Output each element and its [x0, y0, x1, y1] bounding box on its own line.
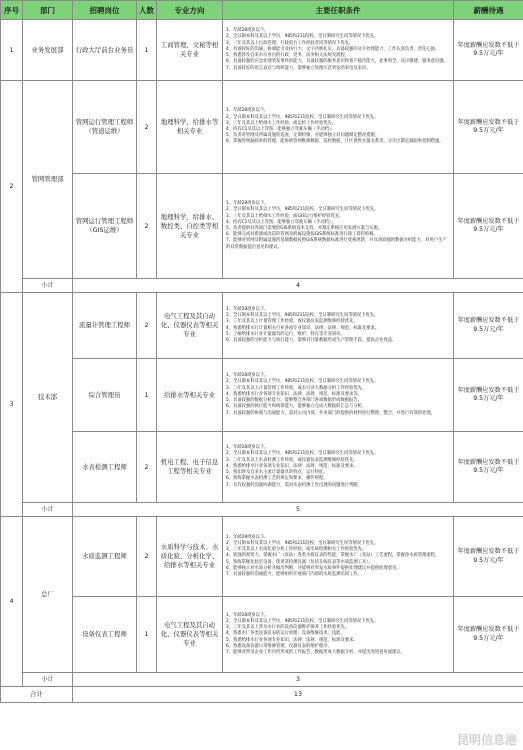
dept-no: 2: [1, 81, 23, 293]
position-count: 1: [137, 359, 157, 432]
dept-no: 4: [1, 517, 23, 687]
position-requirements: 1、年龄28周岁以下。 2、全日制本科及其以上学历，985和211院校、全日制研究生同等情况下优先。 3、三年及其以上计量管理工作经验，或仪器仪表监测维修经验优先。 4、熟悉给排水行计量相关行业各项专业知识、法律、法规、规范、标准及要求。 5、了解给排水行业计量器具的运行、维护、特点等专业知识。 6、具备较强的分析能力与执行能力，能够对计量数据形成生产管理手段，提高企业效益。: [223, 293, 454, 359]
subtotal-label: 小计: [23, 503, 73, 517]
position-requirements: 1、年龄28周岁以下。 2、全日制本科及其以上学历，985和211院校、全日制研究生同等情况下优先。 3、三年及其以上计量管理工作经验，或水行业大数据分析工作经验优先。 4、熟悉给排水行业各项专业知识、法律、法规、规范、标准及要求等。 5、具备较强的数据分析能力，能够整合各部门各项数据形成数据报告。 6、具备较强的执行能力和统筹能力，能够独立完成大数据的汇总与分析。 7、具备较强的协调与沟通能力，需对公司内部，外来部门的提供的材料进行整理、整合，并进行有效的处理。: [223, 359, 454, 432]
position-title: 管网运行管理工程师（管道运维）: [73, 81, 137, 174]
position-major: 工商管理、文秘等相关专业: [157, 20, 223, 81]
header-row: [1, 1, 523, 20]
header-count: 人数: [137, 1, 157, 20]
position-requirements: 1、年龄28周岁以下。 2、全日制本科及其以上学历，985和211院校、全日制研究生同等情况下优先。 3、三年及其以上水质化验分析工作经验，或水质检测相关工作经验优先。 4、较强的观察力，掌握水厂（泵站）各类水质仪表的性能，掌握水厂（泵站）工艺流程，掌握净水质管理流程。 5、熟练掌握化验室设备，使用其检测仪器（包括在线仪表等水质监测工具）。 6、能够独立对水质分析并做出判断，并能够对突发水质事件提供处理建议并提供处理意见。 7、具备较强的沟通能力，能够组织开展部门内部的水质监测培训工作。: [223, 517, 454, 597]
position-requirements: 1、年龄28周岁以下。 2、全日制本科及其以上学历，985和211院校、全日制研究生同等情况下优先。 3、三年及其以上行政管理、行政前台工作经验者同等情况下优先。 4、具备较好的沟通、协调能力及执行力，文字功底扎实，具备较强的文字处理能力，工作认真负责，责任心强。 5、熟悉涉及自来水行业内的行政、党务、法务相关法规及流程。 6、具备较强的应急处理突发事件的能力，具备较强的服务意识和客户接待能力，处事周全、反应敏捷，服务意识强。 7、具备较好的语言表达与组织能力，能够独立处理应急突发的来电及来访。: [223, 20, 454, 81]
position-major: 机电工程、电子信息工程等相关专业: [157, 432, 223, 503]
position-count: 2: [137, 293, 157, 359]
position-count: 1: [137, 597, 157, 673]
dept-name: 技术部: [23, 293, 73, 503]
table-row: [1, 174, 523, 279]
position-pay: 年度薪酬应发数不低于9.5万元/年: [454, 359, 523, 432]
position-pay: 年度薪酬应发数不低于9.5万元/年: [454, 81, 523, 174]
position-pay: 年度薪酬应发数不低于9.5万元/年: [454, 517, 523, 597]
table-row: [1, 597, 523, 673]
subtotal-row: [1, 503, 523, 517]
position-title: 水质监测工程师: [73, 517, 137, 597]
subtotal-value: 4: [73, 279, 523, 293]
position-pay: 年度薪酬应发数不低于9.5万元/年: [454, 20, 523, 81]
header-requirements: 主要任职条件: [223, 1, 454, 20]
table-row: [1, 20, 523, 81]
position-pay: 年度薪酬应发数不低于9.5万元/年: [454, 597, 523, 673]
total-label: 合计: [1, 687, 73, 703]
position-major: 给排水等相关专业: [157, 359, 223, 432]
subtotal-value: 3: [73, 673, 523, 687]
position-count: 2: [137, 81, 157, 174]
header-major: 专业方向: [157, 1, 223, 20]
header-pay: 薪酬待遇: [454, 1, 523, 20]
position-pay: 年度薪酬应发数不低于9.5万元/年: [454, 174, 523, 279]
dept-name: 总厂: [23, 517, 73, 673]
position-requirements: 1、年龄28周岁以下。 2、全日制本科及其以上学历，985和211院校、全日制研究生同等情况下优先。 3、三年及其以上给排水工作经验，或GIS运行维护经验优先。 4、持有C1及其以上驾照，能够独立驾驶车辆（手动档）。 5、负责提供对各部门需要的GIS系统技术支持，并制定系统应用发展方案与实施。 6、能够完成对新建或改造的管网及附属设施按GIS系统标准进行竣工资料校核。 7、能够对管网及附属设施的基础数据按照GIS系统数据标准进行变核更新，并具备较强的数据分析能力，对用户生产的异常数据提出意见和建议。: [223, 174, 454, 279]
position-count: 2: [137, 517, 157, 597]
position-major: 电气工程及其自动化、仪器仪表等相关专业: [157, 597, 223, 673]
subtotal-label: 小计: [23, 673, 73, 687]
table-row: [1, 517, 523, 597]
subtotal-label: 小计: [23, 279, 73, 293]
position-major: 水质科学与技术、水质化验、分析化学、给排水等相关专业: [157, 517, 223, 597]
position-major: 电气工程及其自动化、仪器仪表等相关专业: [157, 293, 223, 359]
header-no: 序号: [1, 1, 23, 20]
dept-no: 3: [1, 293, 23, 517]
subtotal-row: [1, 279, 523, 293]
position-requirements: 1、年龄28周岁以下。 2、全日制本科及其以上学历，985和211院校、全日制研究生同等情况下优先。 3、三年及其以上给排水工作经验、或运检工作经验优先。 4、持有C1及其以上驾照，能够独立驾驶车辆（手动档）。 5、负责对管网及所属设施的巡查、定期检修，并能够独立对问题制定整改措施。 6、掌握管网漏损率的管理，能协助管网维修数据、巡检数据、片区供售水量关系等，分片区制定漏损率控制措施。: [223, 81, 454, 174]
subtotal-value: 5: [73, 503, 523, 517]
dept-name: 业务发展部: [23, 20, 73, 81]
subtotal-row: [1, 673, 523, 687]
position-title: 管网运行管理工程师（GIS运维）: [73, 174, 137, 279]
position-title: 行政大厅前台业务员: [73, 20, 137, 81]
total-value: 13: [73, 687, 523, 703]
total-row: [1, 687, 523, 703]
table-row: [1, 359, 523, 432]
table-row: [1, 293, 523, 359]
position-requirements: 1、年龄28周岁以下。 2、全日制本科及其以上学历，985和211院校、全日制研究生同等情况下优先。 3、三年及其以上涉及水行业的设备仪器维护保养工作经验优先。 4、熟悉水厂各类设备仪表的运行原理，设备维修技术，技能。 5、熟悉给排水行业各项专业知识、法律、法规、规范、标准及要求。 6、熟悉设备仪器日常维修管理，仪器仪表的维护程序。 7、能够对涉及企业工作内所形成的工作报告，数据形成大数据分析，并提出改进意见或建议。: [223, 597, 454, 673]
dept-name: 管网管理部: [23, 81, 73, 279]
position-pay: 年度薪酬应发数不低于9.5万元/年: [454, 432, 523, 503]
table-row: [1, 432, 523, 503]
header-dept: 部门: [23, 1, 73, 20]
dept-no: 1: [1, 20, 23, 81]
position-count: 2: [137, 432, 157, 503]
position-count: 1: [137, 20, 157, 81]
table-row: [1, 81, 523, 174]
position-title: 综合管理员: [73, 359, 137, 432]
position-pay: 年度薪酬应发数不低于9.5万元/年: [454, 293, 523, 359]
position-major: 地理科学、给排水、数控类、自控类等相关专业: [157, 174, 223, 279]
position-title: 流量计管理工程师: [73, 293, 137, 359]
position-major: 地理科学、给排水等相关专业: [157, 81, 223, 174]
watermark-logo: 昆明信息港: [456, 733, 517, 747]
position-title: 设备仪表工程师: [73, 597, 137, 673]
position-title: 水表检测工程师: [73, 432, 137, 503]
header-position: 招聘岗位: [73, 1, 137, 20]
position-requirements: 1、年龄28周岁以下。 2、全日制本科及其以上学历，985和211院校、全日制研究生同等情况下优先。 3、三年及其以上水表检测工作经验，或仪器仪表监测维修经验优先。 4、熟悉给排水行业各项专业知识、法律、法规、规范、标准及要求。 5、熟知涉及自来水主流计量器具的特点、运行特征。 6、熟练掌握水表检测工艺的规定和要求，操作规程。 7、具有较强的沟通协调能力，需对水表检测工作出现的问题进行判断。: [223, 432, 454, 503]
position-count: 2: [137, 174, 157, 279]
